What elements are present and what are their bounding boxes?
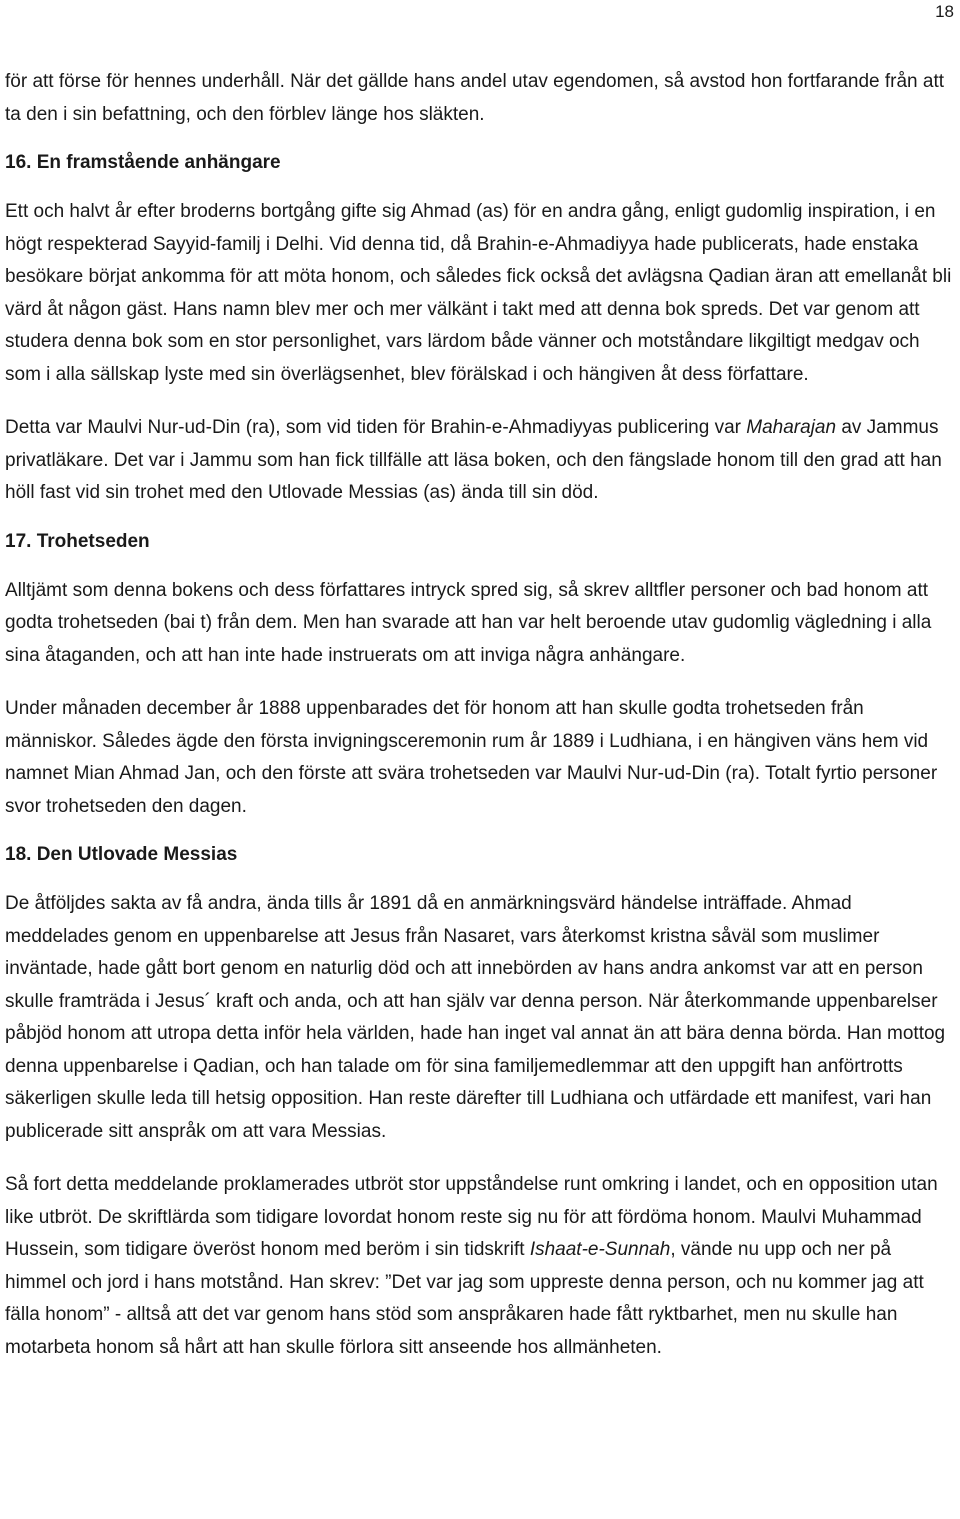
section-18 — [5, 844, 955, 1364]
text-run: Detta var Maulvi Nur-ud-Din (ra), som vid tiden för Brahin-e-Ahmadiyyas publicering var — [5, 417, 747, 438]
section-heading: 17. Trohetseden — [5, 530, 150, 552]
body-paragraph: Alltjämt som denna bokens och dess författares intryck spred sig, så skrev alltfler personer och bad honom att godta trohetseden (bai t) från dem. Men han svarade att han var helt beroende utav gudomlig vägledning i alla sina åtaganden, och att han inte hade instruerats om att inviga några anhängare. — [5, 579, 932, 666]
page-number: 18 — [935, 2, 954, 21]
intro-paragraph: för att förse för hennes underhåll. När det gällde hans andel utav egendomen, så avstod hon fortfarande från att ta den i sin befattning, och den förblev länge hos släkten. — [5, 71, 944, 125]
section-17 — [5, 531, 955, 824]
section-16 — [5, 152, 955, 510]
body-paragraph: Ett och halvt år efter broderns bortgång gifte sig Ahmad (as) för en andra gång, enligt gudomlig inspiration, i en högt respekterad Sayyid-familj i Delhi. Vid denna tid, då Brahin-e-Ahmadiyya hade publicerats, hade enstaka besökare börjat ankomma för att möta honom, och således fick också det avlägsna Qadian äran att emellanåt bli värd åt någon gäst. Hans namn blev mer och mer välkänt i takt med att denna bok spreds. Det var genom att studera denna bok som en stor personlighet, vars lärdom både vänner och motståndare likgiltigt medgav och som i alla sällskap lyste med sin överlägsenhet, blev förälskad i och hängiven åt dess författare. — [5, 201, 952, 385]
text-run: Så fort detta meddelande proklamerades utbröt stor uppståndelse runt omkring i landet, och en opposition utan like utbröt. De skriftlärda som tidigare lovordat honom reste sig nu för att fördöma honom. Maulvi Muhammad Hussein, som tidigare överöst honom med beröm i sin tidskrift — [5, 1174, 938, 1260]
text-run: av Jammus privatläkare. Det var i Jammu som han fick tillfälle att läsa boken, och den fängslade honom till den grad att han höll fast vid sin trohet med den Utlovade Messias (as) ända till sin död. — [5, 417, 942, 503]
italic-term: Ishaat-e-Sunnah — [529, 1239, 671, 1260]
italic-term: Maharajan — [746, 417, 837, 438]
page-content — [5, 66, 955, 1385]
section-heading: 18. Den Utlovade Messias — [5, 844, 238, 865]
text-run: , vände nu upp och ner på himmel och jord i hans motstånd. Han skrev: ”Det var jag som uppreste denna person, och nu kommer jag att fälla honom” - alltså att det var genom hans stöd som anspråkaren hade fått ryktbarhet, men nu skulle han motarbeta honom så hårt att han skulle förlora sitt anseende hos allmänheten. — [5, 1239, 924, 1358]
body-paragraph — [5, 1169, 955, 1364]
body-paragraph: Under månaden december år 1888 uppenbarades det för honom att han skulle godta trohetseden från människor. Således ägde den första invigningsceremonin rum år 1889 i Ludhiana, i en hängiven väns hem vid namnet Mian Ahmad Jan, och den förste att svära trohetseden var Maulvi Nur-ud-Din (ra). Totalt fyrtio personer svor trohetseden den dagen. — [5, 698, 938, 817]
body-paragraph: De åtföljdes sakta av få andra, ända tills år 1891 då en anmärkningsvärd händelse inträffade. Ahmad meddelades genom en uppenbarelse att Jesus från Nasaret, vars återkomst kristna såväl som muslimer inväntade, hade gått bort genom en naturlig död och att innebörden av hans andra ankomst var att en person skulle framträda i Jesus´ kraft och anda, och att han själv var denna person. När återkommande uppenbarelser påbjöd honom att utropa detta inför hela världen, hade han inget val annat än att bära denna börda. Han mottog denna uppenbarelse i Qadian, och han talade om för sina familjemedlemmar att den uppgift han anförtrotts säkerligen skulle leda till hetsig opposition. Han reste därefter till Ludhiana och utfärdade ett manifest, vari han publicerade sitt anspråk om att vara Messias. — [5, 893, 946, 1142]
section-heading: 16. En framstående anhängare — [5, 152, 281, 173]
body-paragraph — [5, 412, 955, 510]
